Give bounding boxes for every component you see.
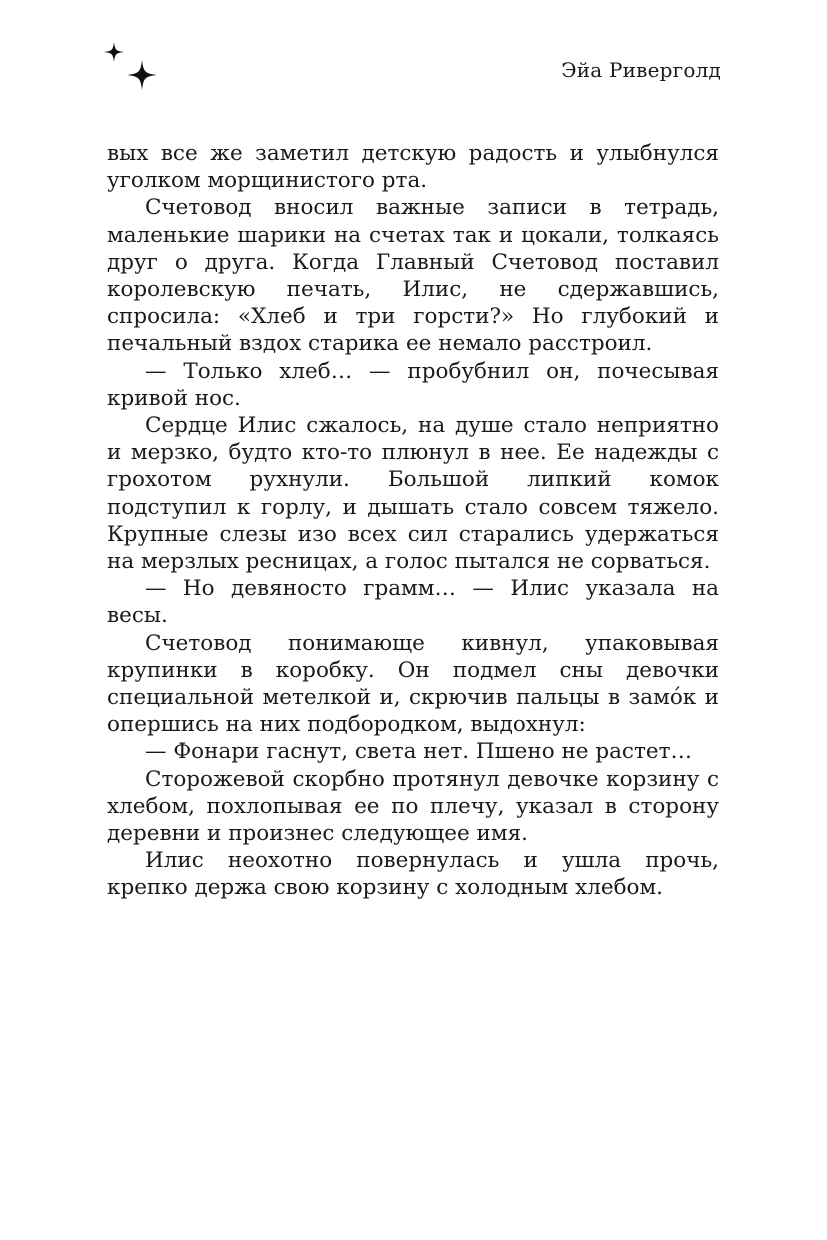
- four-point-stars-icon: [100, 38, 162, 96]
- running-head-author: Эйа Риверголд: [561, 58, 721, 82]
- body-text: [107, 140, 719, 902]
- paragraph: Сторожевой скорбно протянул девочке корзину с хлебом, похлопывая ее по плечу, указал в сторону деревни и произнес следующее имя.: [107, 766, 719, 847]
- paragraph: Счетовод вносил важные записи в тетрадь, маленькие шарики на счетах так и цокали, толкаясь друг о друга. Когда Главный Счетовод поставил королевскую печать, Илис, не сдержавшись, спросила: «Хлеб и три горсти?» Но глубокий и печальный вздох старика ее немало расстроил.: [107, 195, 719, 357]
- small-star-shape: [104, 42, 124, 62]
- paragraph: Илис неохотно повернулась и ушла прочь, крепко держа свою корзину с холодным хлебом.: [107, 848, 719, 901]
- dialogue-line: — Только хлеб… — пробубнил он, почесывая кривой нос.: [107, 358, 719, 411]
- large-star-shape: [127, 60, 157, 90]
- dialogue-line: — Но девяносто грамм… — Илис указала на весы.: [107, 576, 719, 629]
- paragraph: Сердце Илис сжалось, на душе стало неприятно и мерзко, будто кто-то плюнул в нее. Ее надежды с грохотом рухнули. Большой липкий комок подступил к горлу, и дышать стало совсем тяжело. Крупные слезы изо всех сил старались удержаться на мерзлых ресницах, а голос пытался не сорваться.: [107, 413, 719, 575]
- paragraph: Счетовод понимающе кивнул, упаковывая крупинки в коробку. Он подмел сны девочки специальной метелкой и, скрючив пальцы в замо́к и опершись на них подбородком, выдохнул:: [107, 630, 719, 738]
- paragraph: вых все же заметил детскую радость и улыбнулся уголком морщинистого рта.: [107, 141, 719, 194]
- dialogue-line: — Фонари гаснут, света нет. Пшено не растет…: [145, 739, 692, 765]
